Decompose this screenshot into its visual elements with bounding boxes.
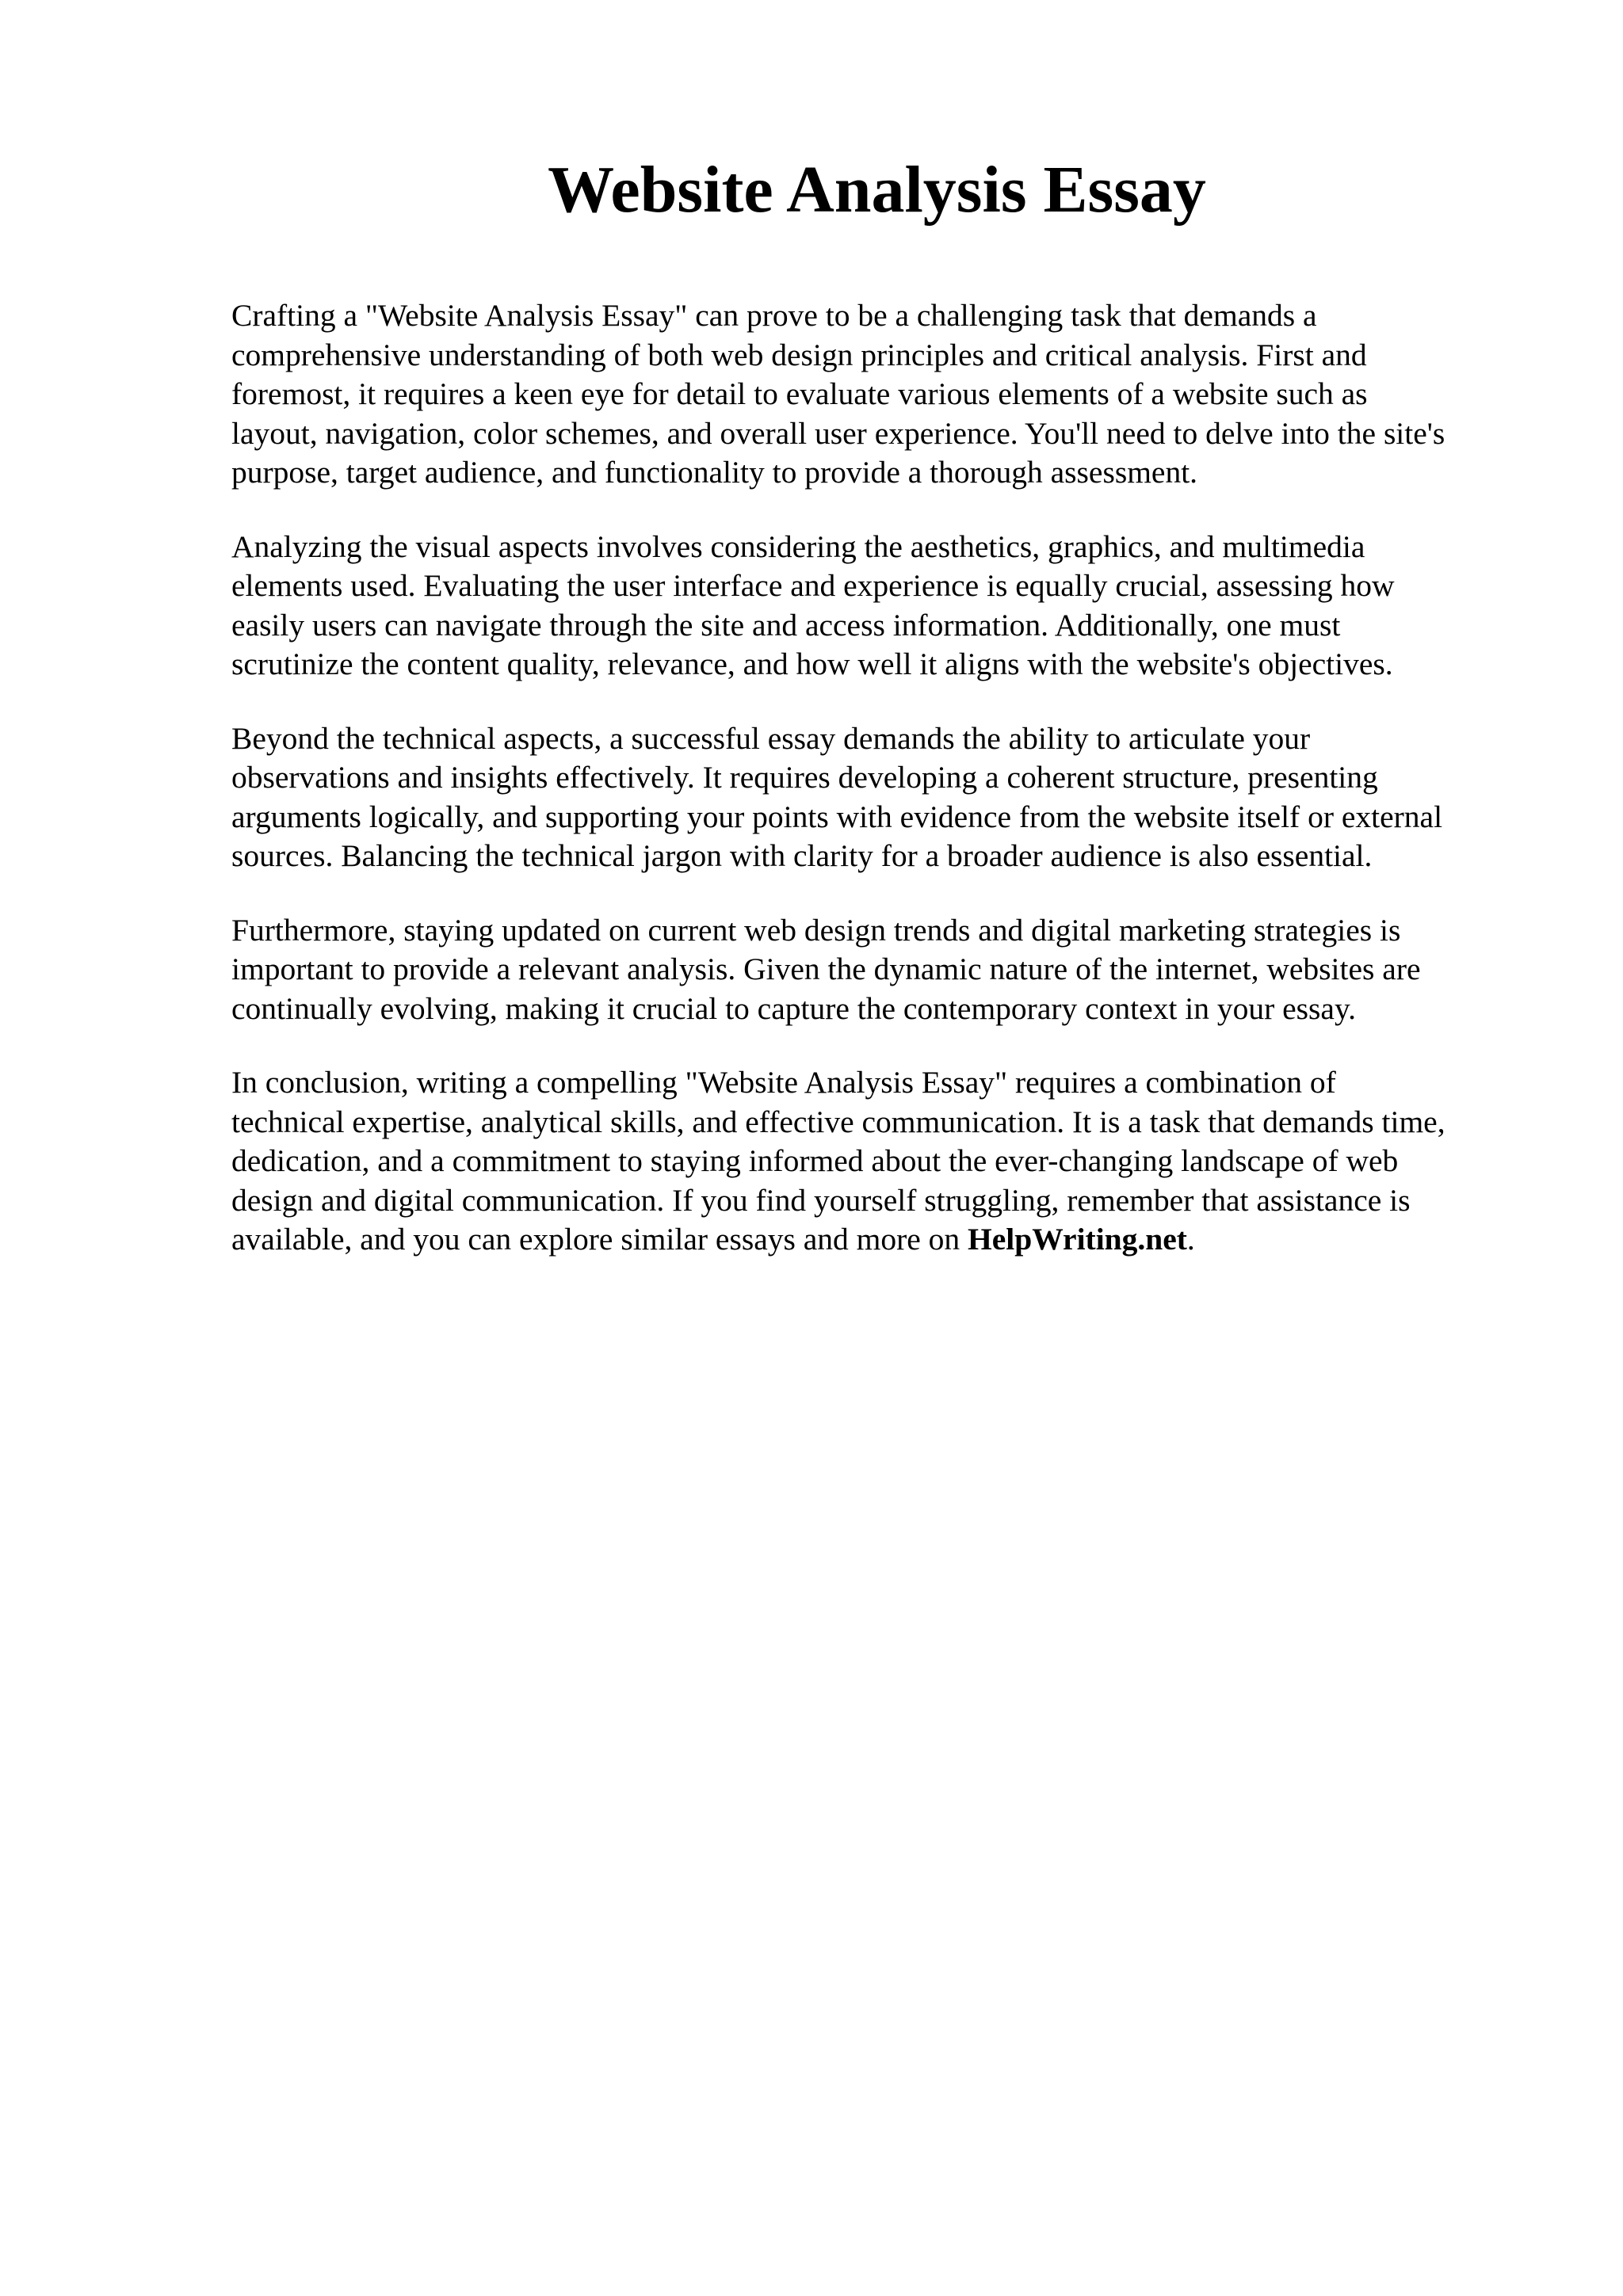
paragraph-conclusion (231, 1063, 1531, 1260)
paragraph-3: Beyond the technical aspects, a successful essay demands the ability to articulate your observations and insights effectively. It requires developing a coherent structure, presenting arguments logically, and supporting your points with evidence from the website itself or external sources. Balancing the technical jargon with clarity for a broader audience is also essential. (231, 720, 1443, 873)
conclusion-text: In conclusion, writing a compelling "Website Analysis Essay" requires a combination of technical expertise, analytical skills, and effective communication. It is a task that demands time, dedication, and a commitment to staying informed about the ever-changing landscape of web design and digital communication. If you find yourself struggling, remember that assistance is available, and you can explore similar essays and more on (231, 1065, 1445, 1257)
paragraph-1: Crafting a "Website Analysis Essay" can prove to be a challenging task that demands a comprehensive understanding of both web design principles and critical analysis. First and foremost, it requires a keen eye for detail to evaluate various elements of a website such as layout, navigation, color schemes, and overall user experience. You'll need to delve into the site's purpose, target audience, and functionality to provide a thorough assessment. (231, 298, 1445, 490)
conclusion-suffix: . (1186, 1222, 1195, 1257)
paragraph-2: Analyzing the visual aspects involves considering the aesthetics, graphics, and multimedia elements used. Evaluating the user interface and experience is equally crucial, assessing how easily users can navigate through the site and access information. Additionally, one must scrutinize the content quality, relevance, and how well it aligns with the website's objectives. (231, 528, 1395, 681)
paragraph-4: Furthermore, staying updated on current web design trends and digital marketing strategies is important to provide a relevant analysis. Given the dynamic nature of the internet, websites are continually evolving, making it crucial to capture the contemporary context in your essay. (231, 912, 1421, 1026)
document-body (231, 296, 1531, 1295)
helpwriting-link[interactable]: HelpWriting.net (968, 1222, 1187, 1257)
document-title: Website Analysis Essay (548, 153, 1206, 227)
